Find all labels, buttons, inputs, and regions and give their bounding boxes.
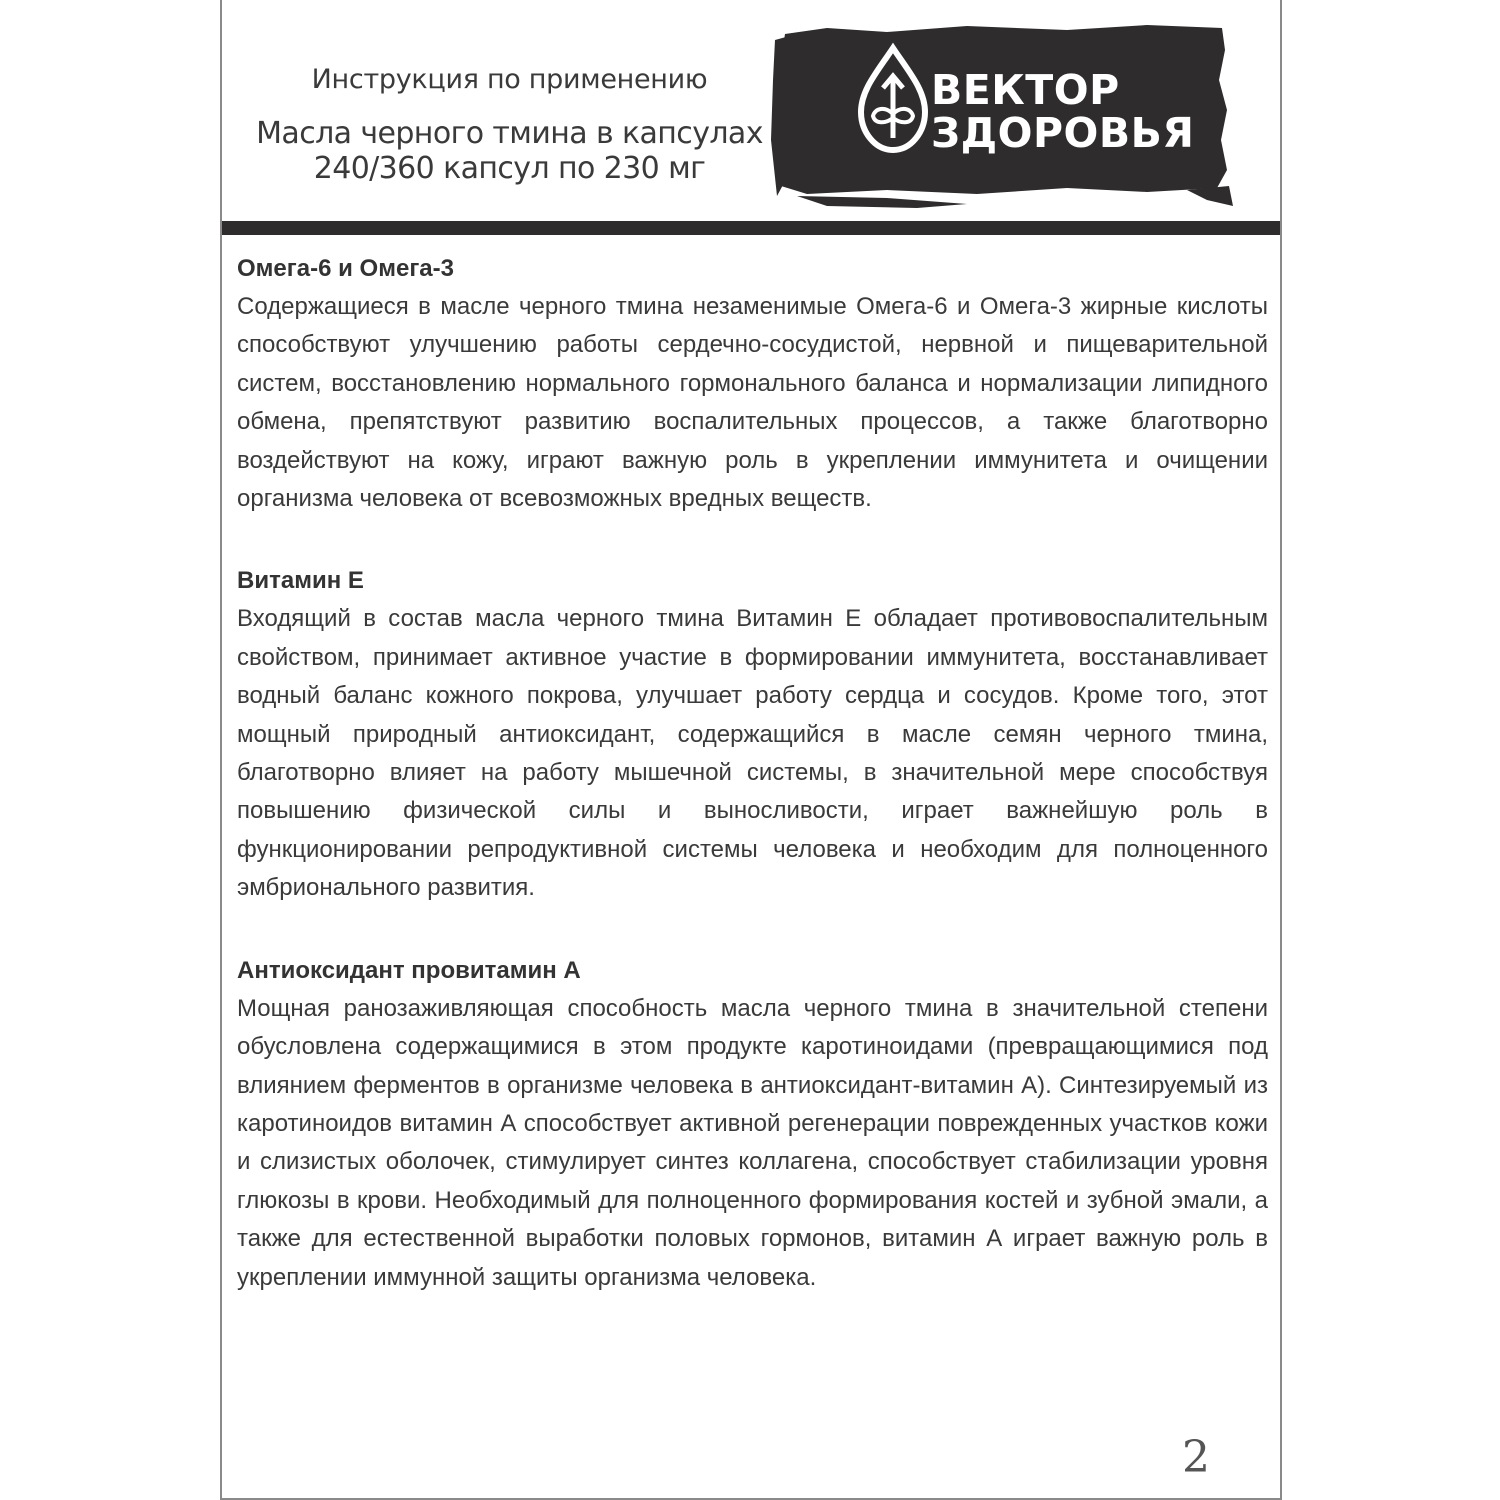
section-provitamin-a xyxy=(237,952,1268,1297)
section-title: Витамин Е xyxy=(237,567,364,595)
drop-leaf-arrow-icon xyxy=(853,42,933,158)
header-divider xyxy=(222,221,1280,235)
section-body: Содержащиеся в масле черного тмина незаменимые Омега-6 и Омега-3 жирные кислоты способствуют улучшению работы сердечно-сосудистой, нервной и пищеварительной систем, восстановлению нормального гормонального баланса и нормализации липидного обмена, препятствуют развитию воспалительных процессов, а также благотворно воздействуют на кожу, играют важную роль в укреплении иммунитета и очищении организма человека от всевозможных вредных веществ. xyxy=(237,293,1268,513)
logo-text-line2: ЗДОРОВЬЯ xyxy=(931,109,1195,157)
section-body: Мощная ранозаживляющая способность масла черного тмина в значительной степени обусловлена содержащимися в этом продукте каротиноидами (превращающимися под влиянием ферментов в организме человека в антиоксидант-витамин А). Синтезируемый из каротиноидов витамин А способствует активной регенерации поврежденных участков кожи и слизистых оболочек, стимулирует синтез коллагена, способствует стабилизации уровня глюкозы в крови. Необходимый для полноценного формирования костей и зубной эмали, а также для естественной выработки половых гормонов, витамин А играет важную роль в укреплении иммунной защиты организма человека. xyxy=(237,994,1268,1291)
section-title: Антиоксидант провитамин А xyxy=(237,956,581,984)
header-subtitle-line2: 240/360 капсул по 230 мг xyxy=(313,151,706,186)
section-vitamin-e xyxy=(237,562,1268,907)
brand-logo xyxy=(767,20,1237,212)
content xyxy=(237,250,1268,1341)
header-subtitle-line1: Масла черного тмина в капсулах xyxy=(256,116,763,151)
instruction-page xyxy=(220,0,1282,1500)
section-omega xyxy=(237,250,1268,518)
section-body: Входящий в состав масла черного тмина Витамин Е обладает противовоспалительным свойством, принимает активное участие в формировании иммунитета, восстанавливает водный баланс кожного покрова, улучшает работу сердца и сосудов. Кроме того, этот мощный природный антиоксидант, содержащийся в масле семян черного тмина, благотворно влияет на работу мышечной системы, в значительной мере способствуя повышению физической силы и выносливости, играет важнейшую роль в функционировании репродуктивной системы человека и необходим для полноценного эмбрионального развития. xyxy=(237,605,1268,902)
header-title: Инструкция по применению xyxy=(311,64,708,95)
page-number: 2 xyxy=(1182,1432,1210,1483)
section-title: Омега-6 и Омега-3 xyxy=(237,255,454,282)
logo-text-line1: ВЕКТОР xyxy=(931,66,1120,114)
